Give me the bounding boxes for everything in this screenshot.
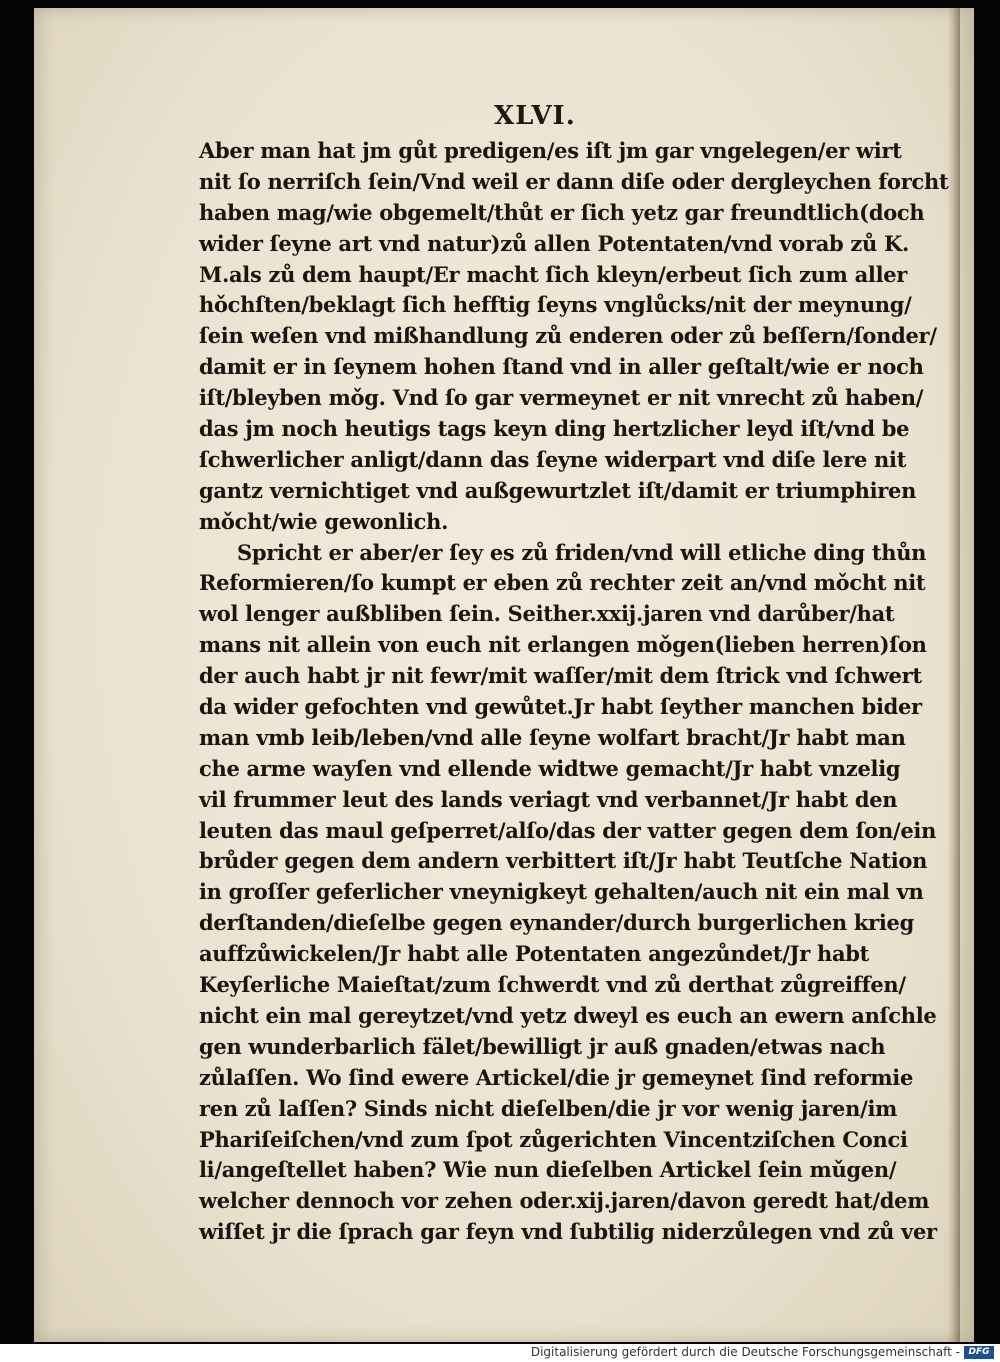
text-line: da wider gefochten vnd gewůtet.Jr habt ſeyther manchen bider [199, 694, 922, 720]
text-line: der auch habt jr nit fewr/mit waſſer/mit dem ſtrick vnd ſchwert [199, 663, 922, 689]
text-line: Aber man hat jm gůt predigen/es iſt jm gar vngelegen/er wirt [199, 138, 902, 163]
text-line: mans nit allein von euch nit erlangen mǒgen(lieben herren)ſon [199, 632, 927, 658]
text-line: M.als zů dem haupt/Er macht ſich kleyn/erbeut ſich zum aller [199, 261, 908, 287]
text-line: ſchwerlicher anligt/dann das ſeyne widerpart vnd diſe lere nit [199, 446, 907, 472]
text-line: gantz vernichtiget vnd außgewurtzlet iſt/damit er triumphiren [199, 477, 917, 503]
text-line: li/angeſtellet haben? Wie nun dieſelben Artickel ſein mǔgen/ [199, 1157, 897, 1183]
text-line: hǒchſten/beklagt ſich hefftig ſeyns vnglůcks/nit der meynung/ [199, 292, 912, 318]
text-line: ſein weſen vnd mißhandlung zů enderen oder zů beſſern/ſonder/ [199, 323, 937, 349]
text-line: wol lenger außbliben ſein. Seither.xxij.jaren vnd darůber/hat [199, 601, 895, 627]
text-line: welcher dennoch vor zehen oder.xij.jaren/davon geredt hat/dem [199, 1188, 930, 1214]
text-line: man vmb leib/leben/vnd alle ſeyne wolfart bracht/Jr habt man [199, 724, 906, 750]
text-line: das jm noch heutigs tags keyn ding hertzlicher leyd iſt/vnd be [199, 416, 910, 442]
text-line: Phariſeiſchen/vnd zum ſpot zůgerichten Vincentziſchen Conci [199, 1126, 908, 1152]
text-line: mǒcht/wie gewonlich. [199, 508, 449, 534]
dfg-logo: DFG [964, 1346, 994, 1359]
text-line: derſtanden/dieſelbe gegen eynander/durch burgerlichen krieg [199, 910, 914, 936]
text-line: Keyſerliche Maieſtat/zum ſchwerdt vnd zů derthat zůgreiffen/ [199, 972, 906, 998]
text-line: wider ſeyne art vnd natur)zů allen Potentaten/vnd vorab zů K. [199, 230, 909, 256]
text-line: iſt/bleyben mǒg. Vnd ſo gar vermeynet er nit vnrecht zů haben/ [199, 385, 924, 411]
text-line: Spricht er aber/er ſey es zů friden/vnd will etliche ding thůn [237, 539, 927, 565]
footer-bar [0, 1344, 1000, 1362]
text-line: brůder gegen dem andern verbittert iſt/Jr habt Teutſche Nation [199, 848, 928, 874]
text-block [199, 136, 949, 1248]
text-line: vil frummer leut des lands veriagt vnd verbannet/Jr habt den [199, 786, 898, 812]
text-line: leuten das maul geſperret/alſo/das der vatter gegen dem ſon/ein [199, 817, 937, 843]
page-gutter-shadow [948, 8, 960, 1342]
text-line: Reformieren/ſo kumpt er eben zů rechter zeit an/vnd mǒcht nit [199, 570, 926, 596]
text-line: che arme wayſen vnd ellende widtwe gemacht/Jr habt vnzelig [199, 755, 901, 781]
text-line: auffzůwickelen/Jr habt alle Potentaten angezůndet/Jr habt [199, 941, 870, 967]
folio-number: XLVI. [494, 101, 576, 131]
funding-note: Digitalisierung gefördert durch die Deutsche Forschungsgemeinschaft - [530, 1345, 960, 1359]
text-line: zůlaſſen. Wo ſind ewere Artickel/die jr gemeynet ſind reformie [199, 1064, 914, 1090]
text-line: wiſſet jr die ſprach gar feyn vnd ſubtilig niderzůlegen vnd zů ver [199, 1219, 937, 1245]
text-line: ren zů laſſen? Sinds nicht dieſelben/die jr vor wenig jaren/im [199, 1095, 898, 1121]
text-line: haben mag/wie obgemelt/thůt er ſich yetz gar freundtlich(doch [199, 199, 925, 225]
book-page [34, 8, 974, 1342]
text-line: gen wunderbarlich fälet/bewilligt jr auß gnaden/etwas nach [199, 1033, 886, 1059]
text-line: nicht ein mal gereytzet/vnd yetz dweyl es euch an ewern anſchle [199, 1002, 937, 1028]
text-line: damit er in ſeynem hohen ſtand vnd in aller geſtalt/wie er noch [199, 354, 924, 380]
text-line: nit ſo nerriſch ſein/Vnd weil er dann diſe oder dergleychen forcht [199, 168, 949, 194]
text-line: in groſſer geferlicher vneynigkeyt gehalten/auch nit ein mal vn [199, 879, 924, 905]
